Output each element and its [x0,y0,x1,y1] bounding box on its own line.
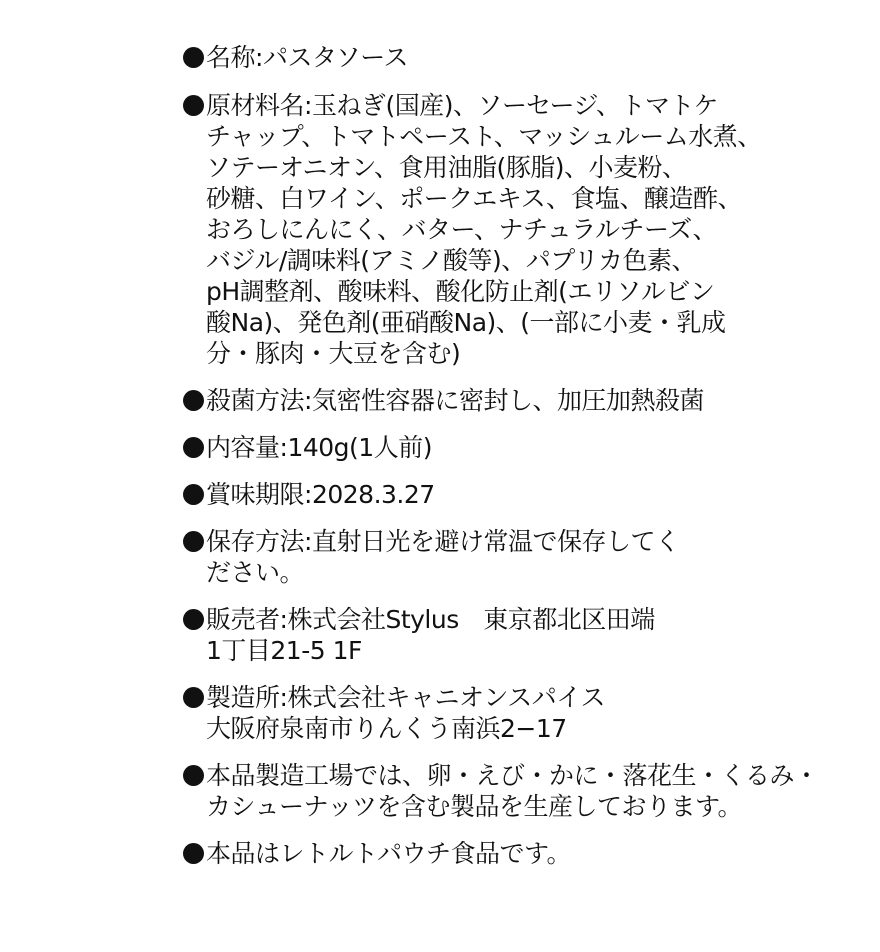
entry-line: 酸Na)、発色剤(亜硝酸Na)、(一部に小麦・乳成 [206,308,726,337]
bullet-icon [182,526,206,557]
bullet-icon [182,42,206,73]
entry-text [206,42,722,73]
entry-line [206,432,722,463]
entry-label: 製造所 [206,683,280,712]
entry-value: 玉ねぎ(国産)、ソーセージ、トマトケ [311,91,718,120]
entry-text [206,838,722,869]
entry-line: チャップ、トマトペースト、マッシュルーム水煮、 [206,122,762,151]
entry-value: 140g(1人前) [287,433,432,462]
bullet-icon [182,432,206,463]
entry-label: 販売者 [206,605,280,634]
label-separator: : [279,605,288,634]
entry-line: ソテーオニオン、食用油脂(豚脂)、小麦粉、 [206,153,687,182]
label-separator: : [304,91,312,120]
entry-allergen-notice [182,760,819,822]
entry-line: 大阪府泉南市りんくう南浜2−17 [206,714,567,743]
entry-label: 保存方法 [206,527,305,556]
entry-line: カシューナッツを含む製品を生産しております。 [206,792,743,821]
entry-line [206,42,722,73]
entry-value: パスタソース [262,43,408,72]
product-label-sheet [182,42,819,869]
entry-line [206,604,722,635]
entry-text [206,760,819,822]
best-before-date: 2028.3.27 [311,480,435,509]
entry-line [206,90,762,121]
entry-text [206,432,722,463]
entry-line [206,526,722,557]
entry-label: 原材料名 [206,91,305,120]
entry-best-before [182,479,722,510]
entry-seller [182,604,722,666]
entry-text [206,526,722,588]
entry-line: バジル/調味料(アミノ酸等)、パプリカ色素、 [206,246,697,275]
entry-label: 殺菌方法 [206,386,305,415]
entry-line: 分・豚肉・大豆を含む) [206,339,461,368]
entry-text [206,90,762,369]
entry-line: 1丁目21-5 1F [206,636,362,665]
entry-line: 砂糖、白ワイン、ポークエキス、食塩、醸造酢、 [206,184,743,213]
entry-line [206,385,722,416]
label-separator: : [304,480,312,509]
bullet-icon [182,604,206,635]
entry-label: 名称 [206,43,256,72]
bullet-icon [182,838,206,869]
entry-storage [182,526,722,588]
entry-sterilization [182,385,722,416]
entry-value: 気密性容器に密封し、加圧加熱殺菌 [311,386,704,415]
entry-line: 本品はレトルトパウチ食品です。 [206,839,572,868]
entry-text [206,385,722,416]
entry-text [206,479,722,510]
entry-manufacturer [182,682,722,744]
entry-value: 株式会社Stylus 東京都北区田端 [287,605,655,634]
bullet-icon [182,682,206,713]
entry-line: ださい。 [206,558,305,587]
label-separator: : [304,386,312,415]
entry-line [206,682,722,713]
bullet-icon [182,385,206,416]
entry-net-content [182,432,722,463]
label-separator: : [304,527,312,556]
entry-line: pH調整剤、酸味料、酸化防止剤(エリソルビン [206,277,715,306]
bullet-icon [182,479,206,510]
entry-text [206,682,722,744]
entry-line: 本品製造工場では、卵・えび・かに・落花生・くるみ・ [206,761,819,790]
entry-value: 株式会社キャニオンスパイス [287,683,605,712]
entry-product-name [182,42,722,73]
label-separator: : [279,433,288,462]
entry-line [206,479,722,510]
entry-text [206,604,722,666]
label-separator: : [255,43,263,72]
entry-ingredients [182,90,762,369]
entry-retort-notice [182,838,722,869]
entry-value: 直射日光を避け常温で保存してく [311,527,680,556]
bullet-icon [182,760,206,791]
bullet-icon [182,90,206,121]
entry-label: 賞味期限 [206,480,305,509]
label-separator: : [279,683,288,712]
entry-line: おろしにんにく、バター、ナチュラルチーズ、 [206,215,718,244]
entry-label: 内容量 [206,433,280,462]
